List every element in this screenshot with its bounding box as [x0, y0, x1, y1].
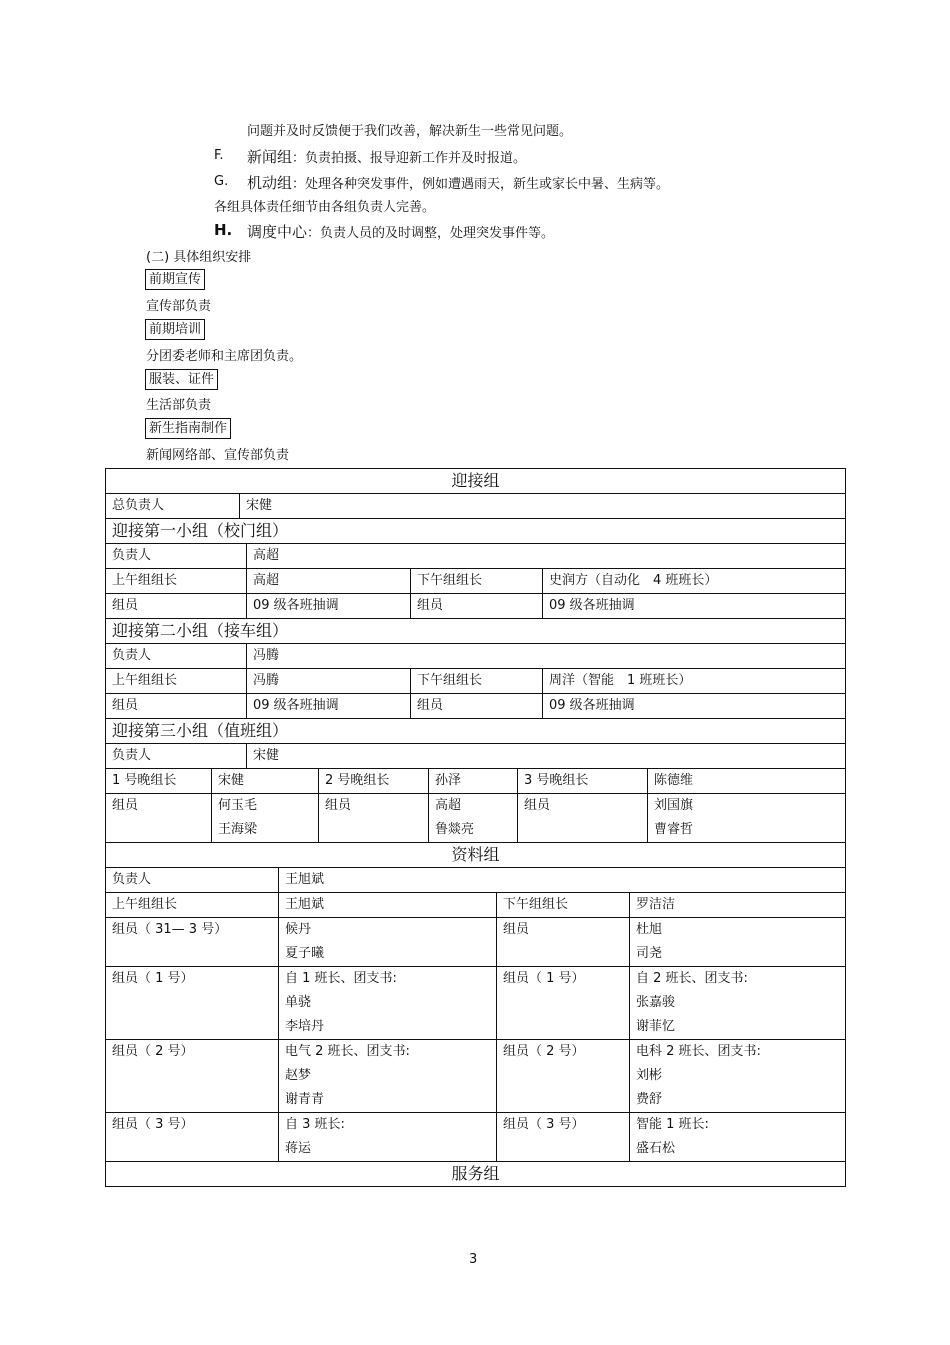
night1-leader: 宋健 — [212, 769, 319, 794]
item-f-text: ：负责拍摄、报导迎新工作并及时报道。 — [292, 151, 527, 166]
material-r2-label: 组员（ 1 号） — [106, 967, 279, 1040]
sub2-member-pm: 09 级各班抽调 — [543, 694, 846, 719]
responsibility-note: 各组具体责任细节由各组负责人完善。 — [214, 200, 436, 215]
item-h-title: 调度中心 — [247, 223, 308, 241]
sub2-lead-label: 负责人 — [106, 644, 247, 669]
member: 鲁燚亮 — [435, 822, 475, 837]
item-g-letter: G. — [214, 174, 229, 189]
material-r1-members2 — [630, 918, 846, 967]
welcome-lead-name: 宋健 — [240, 494, 846, 519]
material-r4-members2 — [630, 1113, 846, 1162]
member: 电气 2 班长、团支书: — [285, 1044, 410, 1059]
material-r3-members2 — [630, 1040, 846, 1113]
sub1-am: 高超 — [247, 569, 411, 594]
sub1-member-label-pm: 组员 — [411, 594, 543, 619]
welcome-sub1-title: 迎接第一小组（校门组） — [106, 519, 846, 544]
night1-label: 1 号晚组长 — [106, 769, 212, 794]
member: 刘国旗 — [654, 798, 694, 813]
material-r1-members — [279, 918, 497, 967]
welcome-group-title: 迎接组 — [106, 469, 846, 494]
member: 盛石松 — [636, 1141, 676, 1156]
item-g-text: ：处理各种突发事件，例如遭遇雨天，新生或家长中暑、生病等。 — [292, 177, 670, 192]
material-pm-label: 下午组组长 — [497, 893, 630, 918]
night3-member-label: 组员 — [518, 794, 648, 843]
page-number: 3 — [469, 1252, 478, 1267]
item-desc-publicity: 宣传部负责 — [146, 299, 212, 314]
item-desc-training: 分团委老师和主席团负责。 — [146, 349, 303, 364]
night2-leader: 孙泽 — [429, 769, 518, 794]
item-desc-uniform: 生活部负责 — [146, 398, 212, 413]
material-r2-members — [279, 967, 497, 1040]
member: 李培丹 — [285, 1019, 325, 1034]
sub1-lead: 高超 — [247, 544, 846, 569]
sub2-pm-label: 下午组组长 — [411, 669, 543, 694]
sub2-am-label: 上午组组长 — [106, 669, 247, 694]
member: 王海梁 — [218, 822, 258, 837]
material-pm: 罗洁洁 — [630, 893, 846, 918]
sub1-pm: 史润方（自动化 4 班班长） — [543, 569, 846, 594]
sub1-member-label: 组员 — [106, 594, 247, 619]
member: 单骁 — [285, 995, 312, 1010]
member: 高超 — [435, 798, 462, 813]
material-r2-label2: 组员（ 1 号） — [497, 967, 630, 1040]
member: 张嘉骏 — [636, 995, 676, 1010]
member: 杜旭 — [636, 922, 663, 937]
material-lead-label: 负责人 — [106, 868, 279, 893]
member: 曹睿哲 — [654, 822, 694, 837]
welcome-lead-label: 总负责人 — [106, 494, 240, 519]
night1-members — [212, 794, 319, 843]
item-f-title: 新闻组 — [247, 148, 293, 166]
sub3-lead: 宋健 — [247, 744, 846, 769]
material-r4-label2: 组员（ 3 号） — [497, 1113, 630, 1162]
night2-label: 2 号晚组长 — [319, 769, 429, 794]
member: 赵梦 — [285, 1068, 312, 1083]
welcome-group-table — [105, 468, 846, 1187]
member: 智能 1 班长: — [636, 1117, 709, 1132]
sub2-member-label-pm: 组员 — [411, 694, 543, 719]
night3-label: 3 号晚组长 — [518, 769, 648, 794]
material-r2-members2 — [630, 967, 846, 1040]
material-r4-members — [279, 1113, 497, 1162]
welcome-sub2-title: 迎接第二小组（接车组） — [106, 619, 846, 644]
sub1-pm-label: 下午组组长 — [411, 569, 543, 594]
night1-member-label: 组员 — [106, 794, 212, 843]
sub2-am: 冯腾 — [247, 669, 411, 694]
item-g — [247, 172, 669, 193]
material-r4-label: 组员（ 3 号） — [106, 1113, 279, 1162]
material-am: 王旭斌 — [279, 893, 497, 918]
item-h-text: ：负责人员的及时调整，处理突发事件等。 — [307, 226, 555, 241]
member: 自 3 班长: — [285, 1117, 345, 1132]
member: 自 1 班长、团支书: — [285, 971, 397, 986]
item-label-uniform: 服装、证件 — [145, 369, 218, 390]
item-f-letter: F. — [214, 148, 224, 163]
item-label-guide: 新生指南制作 — [145, 418, 231, 439]
sub2-member-am: 09 级各班抽调 — [247, 694, 411, 719]
item-h-letter: H. — [214, 221, 233, 239]
item-label-training: 前期培训 — [145, 319, 205, 340]
item-g-title: 机动组 — [247, 174, 293, 192]
member: 谢菲忆 — [636, 1019, 676, 1034]
member: 电科 2 班长、团支书: — [636, 1044, 761, 1059]
material-am-label: 上午组组长 — [106, 893, 279, 918]
member: 自 2 班长、团支书: — [636, 971, 748, 986]
sub2-member-label: 组员 — [106, 694, 247, 719]
material-r3-label: 组员（ 2 号） — [106, 1040, 279, 1113]
service-group-title: 服务组 — [106, 1162, 846, 1187]
item-f — [247, 146, 526, 167]
member: 谢青青 — [285, 1092, 325, 1107]
material-r3-members — [279, 1040, 497, 1113]
night3-leader: 陈德维 — [648, 769, 846, 794]
member: 夏子曦 — [285, 946, 325, 961]
item-h — [247, 221, 554, 242]
sub2-lead: 冯腾 — [247, 644, 846, 669]
member: 候丹 — [285, 922, 312, 937]
night2-members — [429, 794, 518, 843]
welcome-sub3-title: 迎接第三小组（值班组） — [106, 719, 846, 744]
member: 费舒 — [636, 1092, 663, 1107]
section-heading: (二) 具体组织安排 — [146, 250, 252, 265]
member: 蒋运 — [285, 1141, 312, 1156]
material-r3-label2: 组员（ 2 号） — [497, 1040, 630, 1113]
member: 刘彬 — [636, 1068, 663, 1083]
sub2-pm: 周洋（智能 1 班班长） — [543, 669, 846, 694]
material-lead: 王旭斌 — [279, 868, 846, 893]
member: 何玉毛 — [218, 798, 258, 813]
sub1-member-pm: 09 级各班抽调 — [543, 594, 846, 619]
item-desc-guide: 新闻网络部、宣传部负责 — [146, 448, 290, 463]
night2-member-label: 组员 — [319, 794, 429, 843]
material-r1-label2: 组员 — [497, 918, 630, 967]
sub1-member-am: 09 级各班抽调 — [247, 594, 411, 619]
intro-line-e-continued: 问题并及时反馈便于我们改善，解决新生一些常见问题。 — [247, 124, 573, 139]
material-r1-label: 组员（ 31— 3 号） — [106, 918, 279, 967]
sub1-am-label: 上午组组长 — [106, 569, 247, 594]
item-label-publicity: 前期宣传 — [145, 269, 205, 290]
material-group-title: 资料组 — [106, 843, 846, 868]
sub3-lead-label: 负责人 — [106, 744, 247, 769]
night3-members — [648, 794, 846, 843]
sub1-lead-label: 负责人 — [106, 544, 247, 569]
member: 司尧 — [636, 946, 663, 961]
